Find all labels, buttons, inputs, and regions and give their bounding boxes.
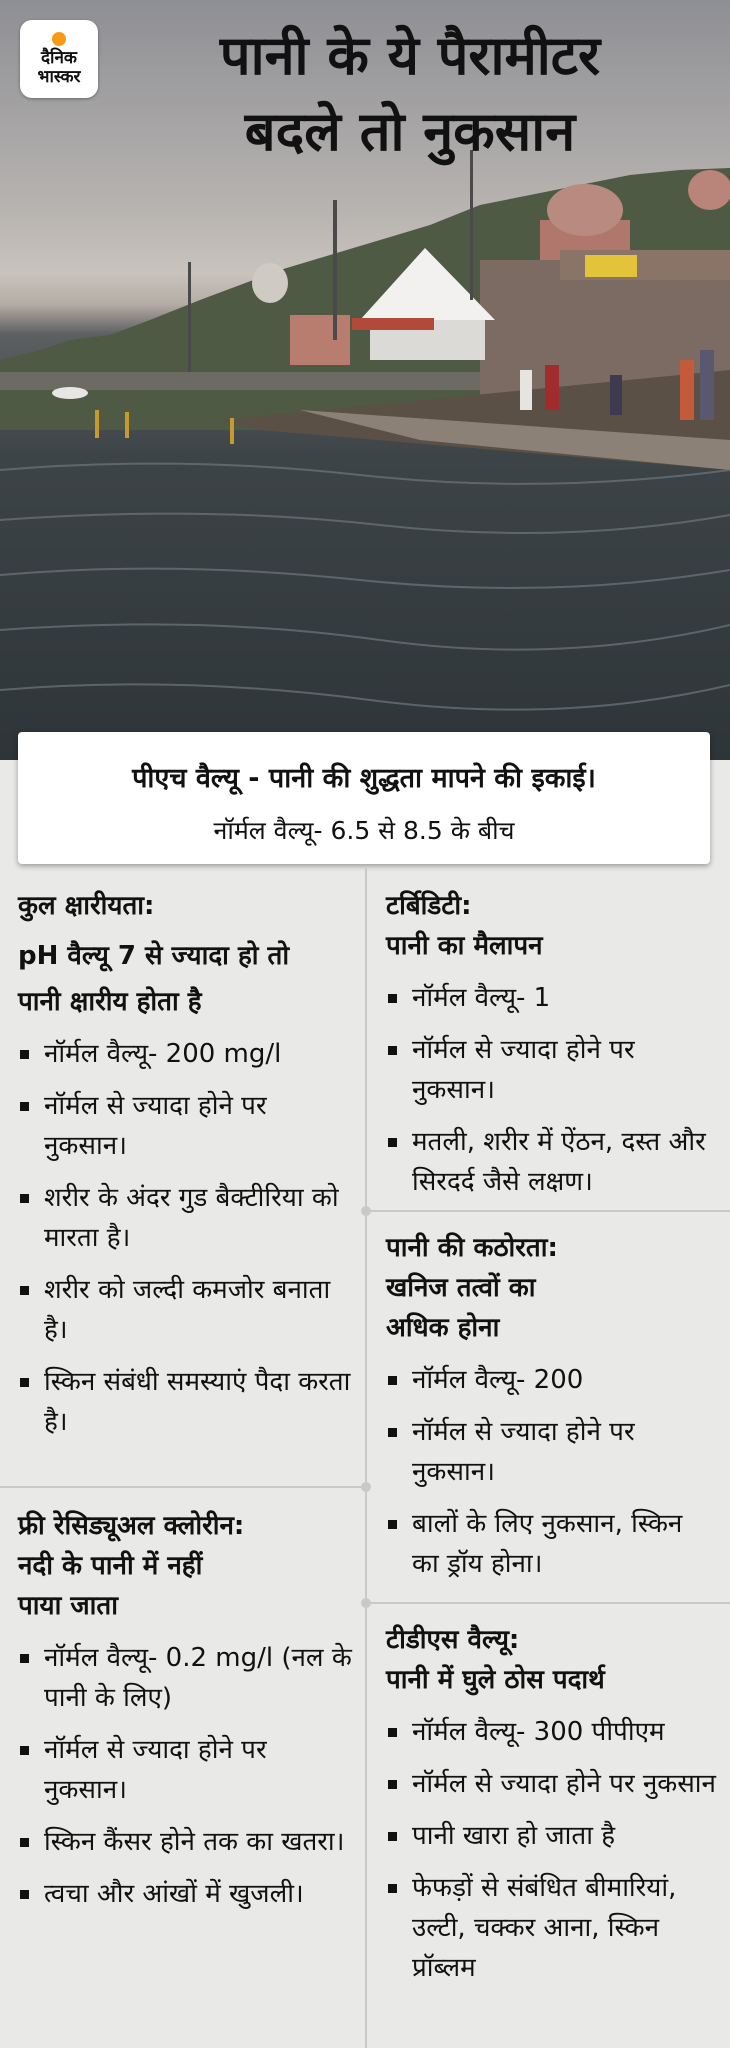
- bullet-icon: [20, 1378, 29, 1387]
- section-title: टीडीएस वैल्यू:: [386, 1625, 520, 1655]
- section-alkalinity: [18, 886, 353, 1454]
- bullet-icon: [388, 1728, 397, 1737]
- list-item: शरीर को जल्दी कमजोर बनाता है।: [18, 1270, 353, 1350]
- section-subtitle: पाया जाता: [18, 1591, 118, 1621]
- list-item: नॉर्मल से ज्यादा होने पर नुकसान: [386, 1764, 716, 1804]
- bullet-icon: [388, 1138, 397, 1147]
- list-item: बालों के लिए नुकसान, स्किन का ड्रॉय होना।: [386, 1504, 716, 1584]
- section-title: फ्री रेसिड्यूअल क्लोरीन:: [18, 1511, 245, 1541]
- bullet-icon: [20, 1654, 29, 1663]
- column-divider: [365, 868, 367, 2048]
- ph-title: पीएच वैल्यू - पानी की शुद्धता मापने की इकाई।: [132, 763, 596, 794]
- bullet-icon: [388, 1780, 397, 1789]
- bullet-icon: [388, 1046, 397, 1055]
- bullet-icon: [388, 1428, 397, 1437]
- list-item: शरीर के अंदर गुड बैक्टीरिया को मारता है।: [18, 1178, 353, 1258]
- bullet-icon: [20, 1102, 29, 1111]
- section-subtitle: खनिज तत्वों का: [386, 1273, 536, 1303]
- bullet-icon: [20, 1838, 29, 1847]
- section-subtitle: पानी में घुले ठोस पदार्थ: [386, 1665, 605, 1695]
- bullet-list: [386, 1712, 716, 1988]
- dainik-bhaskar-logo[interactable]: [20, 20, 98, 98]
- section-subtitle: पानी का मैलापन: [386, 931, 543, 961]
- divider-left: [0, 1486, 365, 1488]
- bullet-icon: [20, 1050, 29, 1059]
- ph-normal-value: नॉर्मल वैल्यू- 6.5 से 8.5 के बीच: [213, 816, 515, 845]
- headline-line-2: बदले तो नुकसान: [244, 100, 576, 163]
- bullet-list: [18, 1638, 353, 1914]
- logo-line-2: भास्कर: [37, 66, 81, 87]
- list-item: नॉर्मल वैल्यू- 200: [386, 1360, 716, 1400]
- bullet-icon: [20, 1890, 29, 1899]
- section-subtitle: pH वैल्यू 7 से ज्यादा हो तो: [18, 941, 290, 971]
- bullet-list: [386, 1360, 716, 1584]
- bullet-list: [18, 1034, 353, 1442]
- headline-line-1: पानी के ये पैरामीटर: [219, 24, 601, 87]
- list-item: नॉर्मल से ज्यादा होने पर नुकसान।: [18, 1086, 353, 1166]
- bullet-icon: [20, 1286, 29, 1295]
- section-water-hardness: [386, 1228, 716, 1596]
- list-item: नॉर्मल से ज्यादा होने पर नुकसान।: [386, 1412, 716, 1492]
- section-turbidity: [386, 886, 716, 1214]
- section-tds: [386, 1620, 716, 2000]
- list-item: नॉर्मल वैल्यू- 200 mg/l: [18, 1034, 353, 1074]
- ghat-photo: [0, 0, 730, 760]
- divider-dot: [361, 1482, 371, 1492]
- sun-icon: [52, 32, 66, 46]
- list-item: फेफड़ों से संबंधित बीमारियां, उल्टी, चक्कर आना, स्किन प्रॉब्लम: [386, 1868, 716, 1988]
- divider-dot: [361, 1206, 371, 1216]
- bullet-icon: [388, 1520, 397, 1529]
- list-item: स्किन कैंसर होने तक का खतरा।: [18, 1822, 353, 1862]
- list-item: स्किन संबंधी समस्याएं पैदा करता है।: [18, 1362, 353, 1442]
- section-title: कुल क्षारीयता:: [18, 891, 155, 921]
- divider-dot: [361, 1598, 371, 1608]
- section-title: टर्बिडिटी:: [386, 891, 472, 921]
- ph-info-card: [18, 732, 710, 864]
- section-subtitle: नदी के पानी में नहीं: [18, 1551, 203, 1581]
- section-subtitle: अधिक होना: [386, 1313, 500, 1343]
- list-item: नॉर्मल से ज्यादा होने पर नुकसान।: [18, 1730, 353, 1810]
- list-item: पानी खारा हो जाता है: [386, 1816, 716, 1856]
- list-item: नॉर्मल वैल्यू- 300 पीपीएम: [386, 1712, 716, 1752]
- list-item: नॉर्मल से ज्यादा होने पर नुकसान।: [386, 1030, 716, 1110]
- bullet-icon: [388, 1376, 397, 1385]
- bullet-list: [386, 978, 716, 1202]
- list-item: नॉर्मल वैल्यू- 0.2 mg/l (नल के पानी के लिए): [18, 1638, 353, 1718]
- list-item: नॉर्मल वैल्यू- 1: [386, 978, 716, 1018]
- list-item: मतली, शरीर में ऐंठन, दस्त और सिरदर्द जैसे लक्षण।: [386, 1122, 716, 1202]
- section-subtitle: पानी क्षारीय होता है: [18, 987, 202, 1017]
- bullet-icon: [388, 1884, 397, 1893]
- bullet-icon: [388, 994, 397, 1003]
- logo-line-1: दैनिक: [41, 47, 77, 68]
- bullet-icon: [388, 1832, 397, 1841]
- headline: [110, 18, 710, 170]
- section-free-residual-chlorine: [18, 1506, 353, 1926]
- list-item: त्वचा और आंखों में खुजली।: [18, 1874, 353, 1914]
- section-title: पानी की कठोरता:: [386, 1233, 558, 1263]
- divider-right-2: [365, 1602, 730, 1604]
- bullet-icon: [20, 1746, 29, 1755]
- bullet-icon: [20, 1194, 29, 1203]
